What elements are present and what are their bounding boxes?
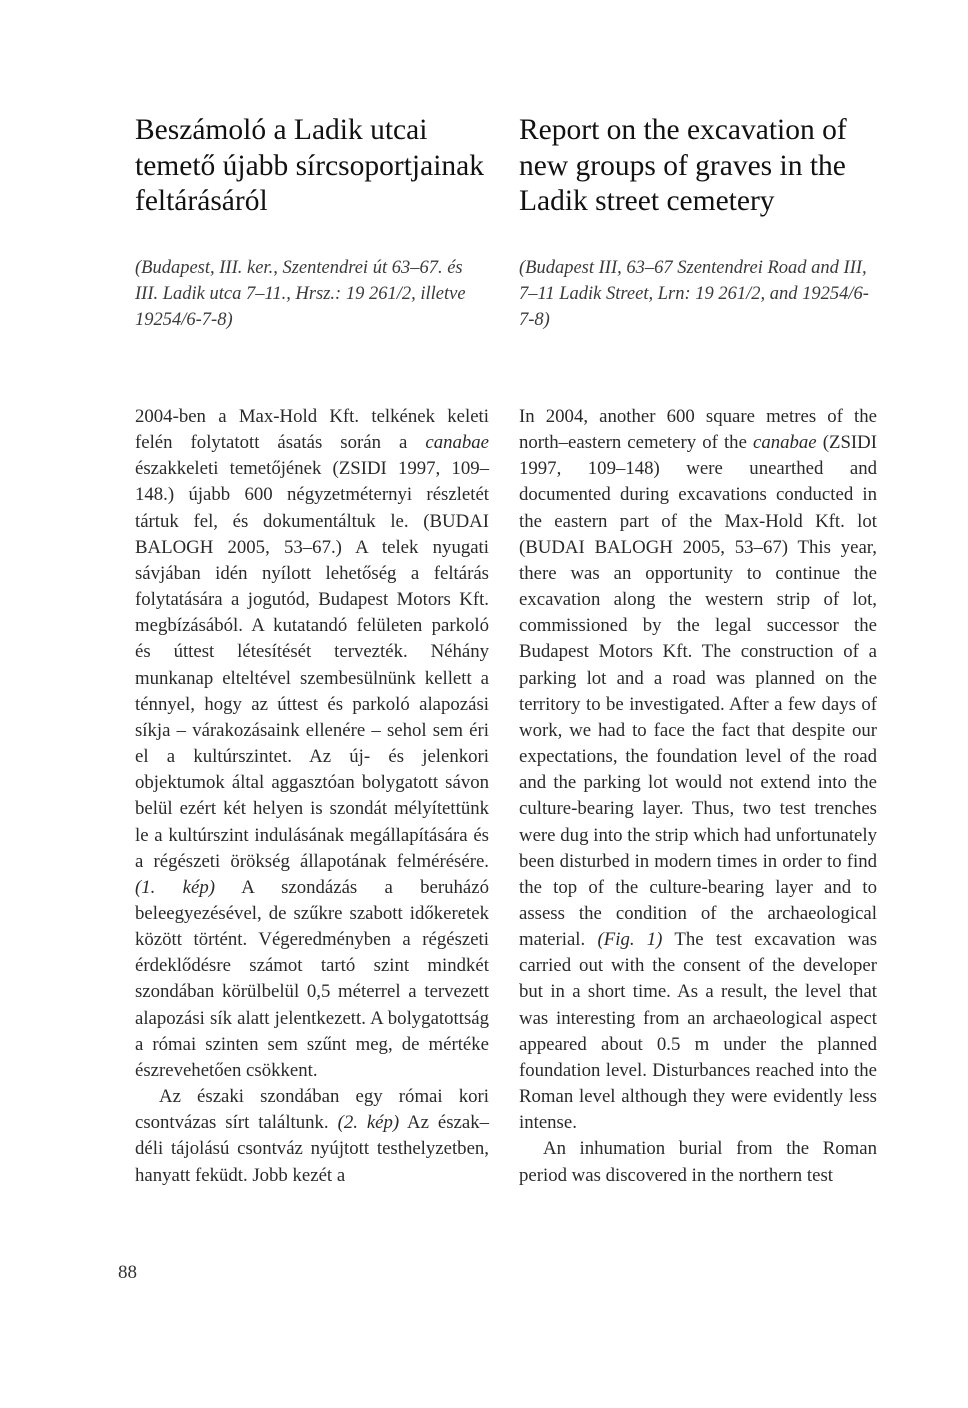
text-run: A szondázás a beruházó beleegyezésével, de szűkre szabott időkeretek között történt. Végeredményben a régészeti érdeklődésre számot tartó szint mindkét szondában körülbelül 0,5 méterrel a tervezett alapozási sík alatt jelentkezett. A bolygatottság a római szinten sem szűnt meg, de mértéke észrevehetően csökkent.	[135, 876, 489, 1081]
english-body	[519, 404, 877, 1189]
figure-reference: (2. kép)	[337, 1112, 400, 1134]
hungarian-paragraph-2	[135, 1084, 489, 1189]
italic-term: canabae	[425, 432, 489, 454]
english-title: Report on the excavation of new groups of graves in the Ladik street cemetery	[519, 114, 847, 217]
text-run: The test excavation was carried out with the consent of the developer but in a short time. As a result, the level that was interesting from an archaeological aspect appeared about 0.5 m under the planned foundation level. Disturbances reached into the Roman level although they were evidently less intense.	[519, 929, 878, 1134]
text-run: Az észak–déli tájolású csontváz nyújtott testhelyzetben, hanyatt feküdt. Jobb kezét a	[135, 1112, 489, 1186]
page-number: 88	[118, 1262, 137, 1283]
text-run: 2004-ben a Max-Hold Kft. telkének keleti felén folytatott ásatás során a	[135, 406, 489, 454]
hungarian-title: Beszámoló a Ladik utcai temető újabb sírcsoportjainak feltárásáról	[135, 114, 484, 217]
english-paragraph-2: An inhumation burial from the Roman period was discovered in the northern test	[519, 1138, 877, 1186]
text-run: Az északi szondában egy római kori csontvázas sírt találtunk.	[135, 1086, 489, 1134]
figure-reference: (Fig. 1)	[597, 929, 663, 951]
hungarian-body	[135, 404, 489, 1189]
italic-term: canabae	[753, 432, 817, 454]
english-paragraph-1	[519, 404, 877, 1136]
text-run: északkeleti temetőjének (ZSIDI 1997, 109–148.) újabb 600 négyzetméternyi részletét tártuk fel, és dokumentáltuk le. (BUDAI BALOGH 2005, 53–67.) A telek nyugati sávjában idén nyílott lehetőség a feltárás folytatására a jogutód, Budapest Motors Kft. megbízásából. A kutatandó felületen parkoló és úttest létesítését tervezték. Néhány munkanap elteltével szembesülnünk kellett a ténnyel, hogy az úttest és parkoló alapozási síkja – várakozásaink ellenére – sehol sem éri el a kultúrszintet. Az új- és jelenkori objektumok által aggasztóan bolygatott sávon belül ezért két helyen is szondát mélyítettünk le a kultúrszint indulásának megállapítására és a régészeti örökség állapotának felmérésére.	[135, 458, 489, 872]
english-location-meta: (Budapest III, 63–67 Szentendrei Road and III, 7–11 Ladik Street, Lrn: 19 261/2, and 19254/6-7-8)	[519, 258, 869, 330]
hungarian-location-meta: (Budapest, III. ker., Szentendrei út 63–67. és III. Ladik utca 7–11., Hrsz.: 19 261/2, illetve 19254/6-7-8)	[135, 258, 466, 330]
hungarian-paragraph-1	[135, 404, 489, 1084]
figure-reference: (1. kép)	[135, 876, 215, 898]
text-run: In 2004, another 600 square metres of the north–eastern cemetery of the	[519, 406, 877, 454]
text-run: (ZSIDI 1997, 109–148) were unearthed and documented during excavations conducted in the eastern part of the Max-Hold Kft. lot (BUDAI BALOGH 2005, 53–67) This year, there was an opportunity to continue the excavation along the western strip of lot, commissioned by the legal successor the Budapest Motors Kft. The construction of a parking lot and a road was planned on the territory to be investigated. After a few days of work, we had to face the fact that despite our expectations, the foundation level of the road and the parking lot would not extend into the culture-bearing layer. Thus, two test trenches were dug into the strip which had unfortunately been disturbed in modern times in order to find the top of the culture-bearing layer and to assess the condition of the archaeological material.	[519, 432, 877, 951]
